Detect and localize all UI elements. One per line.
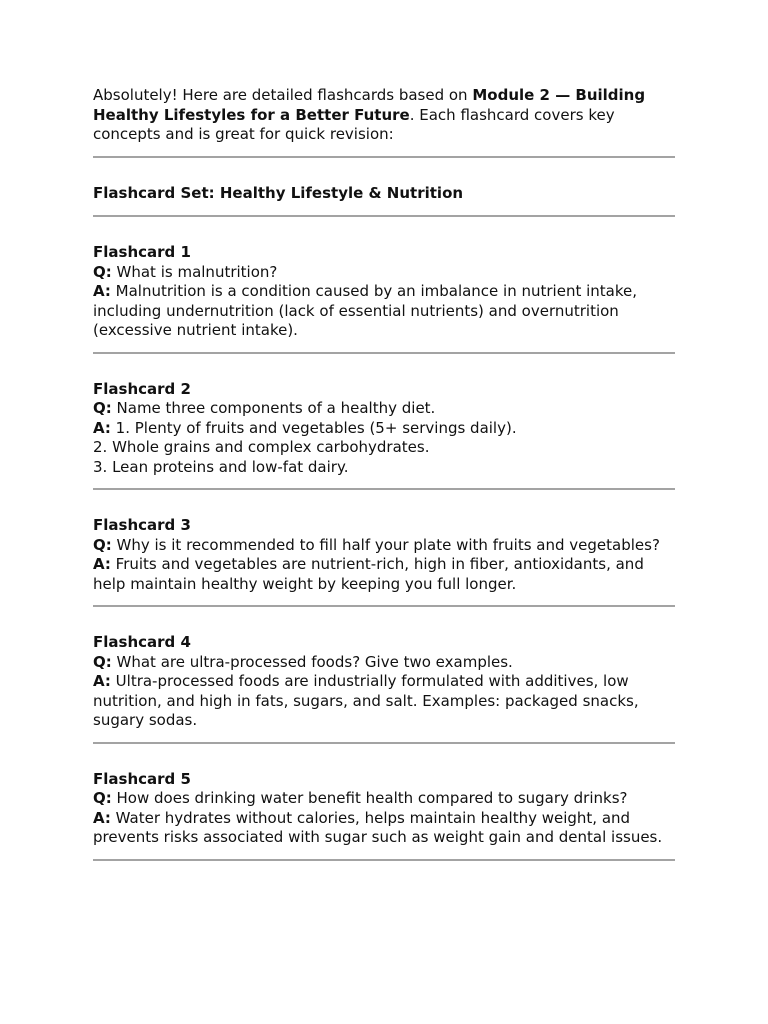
flashcard-answer	[93, 672, 675, 731]
answer-label: A:	[93, 808, 111, 827]
flashcard-answer	[93, 555, 675, 594]
flashcard	[93, 490, 675, 605]
intro-tail: . Each flashcard covers key concepts and is great for quick revision:	[93, 105, 615, 143]
answer-label: A:	[93, 555, 111, 573]
flashcard	[93, 744, 675, 859]
flashcard-answer	[93, 809, 675, 848]
flashcard-title: Flashcard 5	[93, 769, 191, 788]
question-label: Q:	[93, 652, 112, 671]
question-label: Q:	[93, 789, 112, 807]
flashcard-question	[93, 789, 675, 809]
answer-label: A:	[93, 418, 111, 437]
document-body	[93, 86, 675, 861]
flashcard	[93, 607, 675, 742]
question-label: Q:	[93, 262, 112, 281]
answer-line: 3. Lean proteins and low-fat dairy.	[93, 457, 349, 476]
divider	[93, 156, 675, 158]
flashcard-answer	[93, 419, 675, 439]
flashcard	[93, 217, 675, 352]
answer-text: Malnutrition is a condition caused by an imbalance in nutrient intake, including undernutrition (lack of essential nutrients) and overnutrition (excessive nutrient intake).	[93, 282, 638, 339]
flashcard-question	[93, 399, 675, 419]
flashcard-list	[93, 217, 675, 861]
answer-text: Fruits and vegetables are nutrient-rich, high in fiber, antioxidants, and help maintain healthy weight by keeping you full longer.	[93, 555, 644, 593]
answer-label: A:	[93, 672, 111, 690]
flashcard	[93, 354, 675, 489]
flashcard-question	[93, 536, 675, 556]
set-title: Flashcard Set: Healthy Lifestyle & Nutrition	[93, 183, 464, 202]
flashcard-question	[93, 263, 675, 283]
flashcard-title: Flashcard 3	[93, 516, 191, 534]
question-text: What are ultra-processed foods? Give two examples.	[116, 652, 513, 671]
question-text: Name three components of a healthy diet.	[116, 399, 436, 417]
question-text: Why is it recommended to fill half your plate with fruits and vegetables?	[116, 535, 660, 554]
answer-line: 2. Whole grains and complex carbohydrates.	[93, 438, 430, 456]
question-label: Q:	[93, 399, 112, 417]
flashcard-answer	[93, 282, 675, 341]
flashcard-title: Flashcard 4	[93, 633, 191, 651]
intro-paragraph	[93, 86, 675, 145]
divider	[93, 859, 675, 861]
answer-label: A:	[93, 282, 111, 300]
module-title: Module 2 — Building Healthy Lifestyles for a Better Future	[93, 86, 646, 124]
flashcard-title: Flashcard 1	[93, 243, 191, 261]
question-text: What is malnutrition?	[116, 262, 278, 281]
answer-text: Ultra-processed foods are industrially formulated with additives, low nutrition, and high in fats, sugars, and salt. Examples: packaged snacks, sugary sodas.	[93, 672, 639, 729]
flashcard-question	[93, 653, 675, 673]
flashcard-title: Flashcard 2	[93, 379, 191, 398]
question-label: Q:	[93, 535, 112, 554]
intro-lead: Absolutely! Here are detailed flashcards based on	[93, 86, 473, 104]
answer-text: 1. Plenty of fruits and vegetables (5+ servings daily).	[115, 418, 517, 437]
answer-text: Water hydrates without calories, helps maintain healthy weight, and prevents risks associated with sugar such as weight gain and dental issues.	[93, 808, 663, 846]
question-text: How does drinking water benefit health compared to sugary drinks?	[116, 789, 628, 807]
